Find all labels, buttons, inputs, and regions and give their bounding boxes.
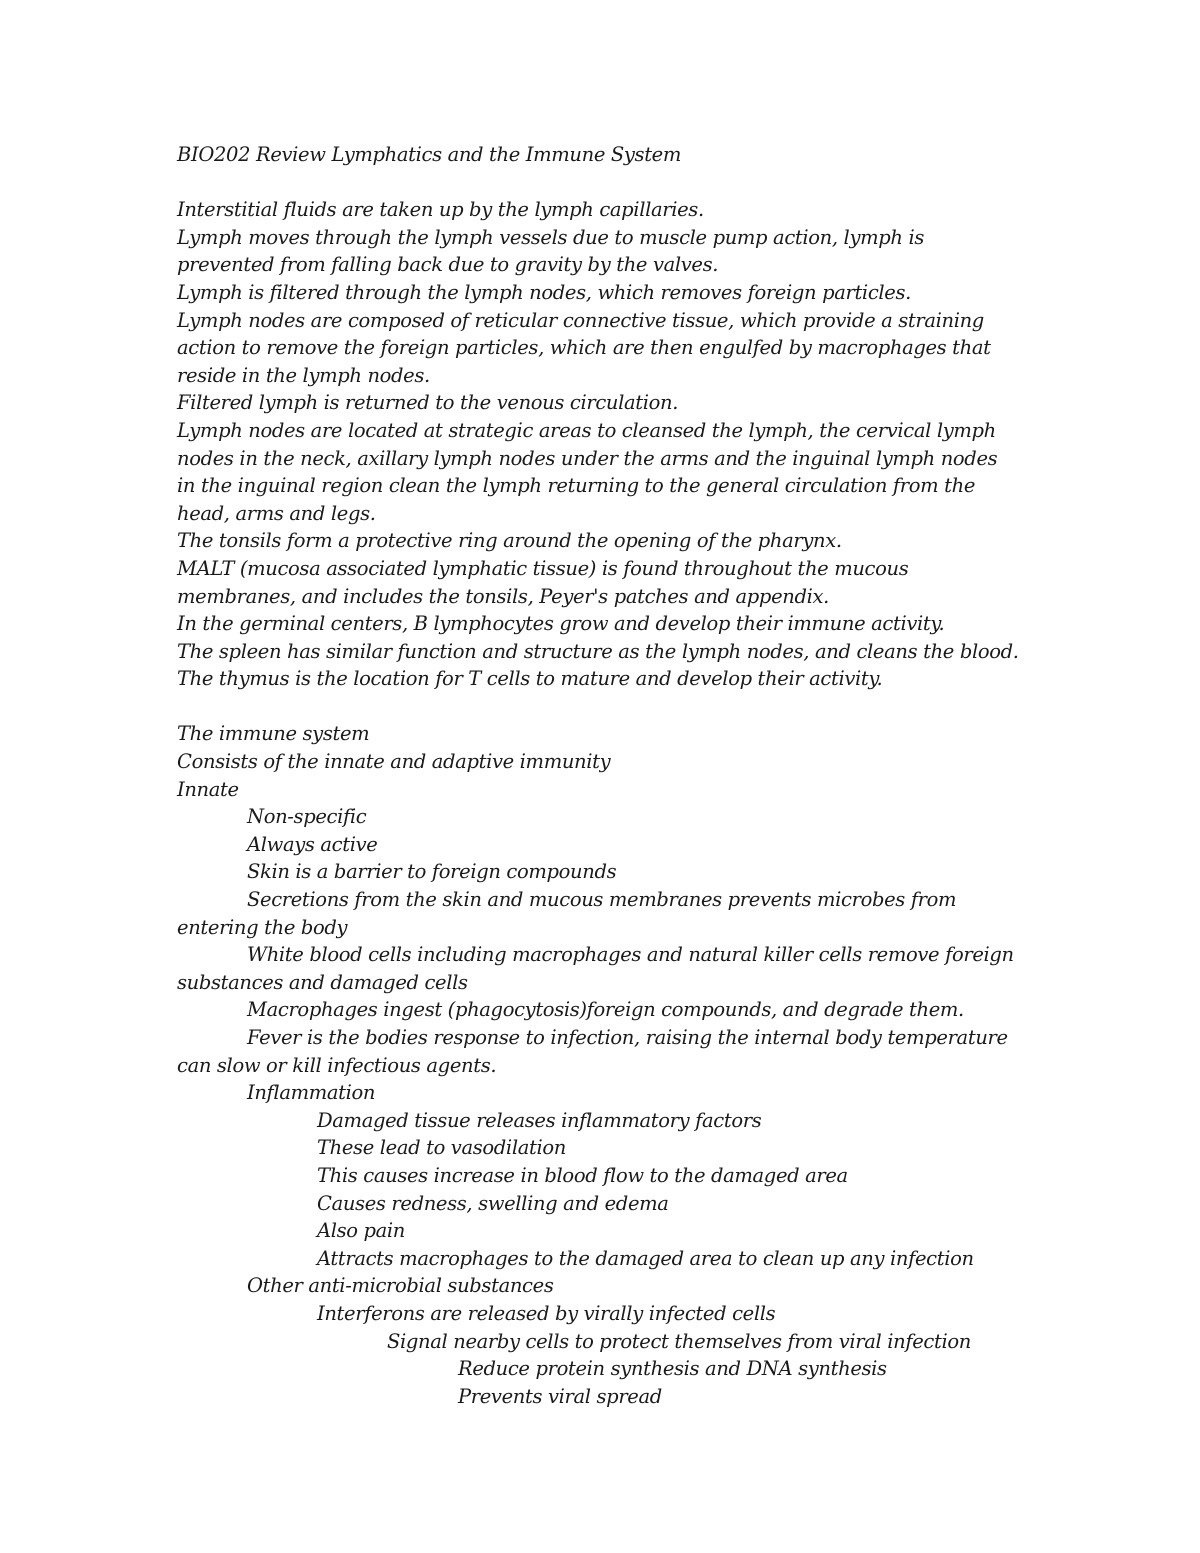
secretions-line: Secretions from the skin and mucous membranes prevents microbes from [247, 888, 957, 912]
immune-heading: The immune system [177, 722, 370, 746]
lymph-line: prevented from falling back due to gravity by the valves. [177, 253, 719, 277]
lymph-line: head, arms and legs. [177, 501, 376, 525]
innate-label: Innate [177, 777, 239, 801]
lymph-line: Interstitial fluids are taken up by the lymph capillaries. [177, 198, 704, 222]
document-title: BIO202 Review Lymphatics and the Immune System [177, 143, 682, 166]
inflammation-item: Damaged tissue releases inflammatory factors [317, 1108, 762, 1132]
signal-item: Prevents viral spread [458, 1384, 662, 1408]
lymph-line: in the inguinal region clean the lymph returning to the general circulation from the [177, 474, 976, 498]
interferons-line: Interferons are released by virally infected cells [317, 1301, 776, 1325]
wbc-line: White blood cells including macrophages and natural killer cells remove foreign [247, 943, 1014, 967]
blank-line [177, 169, 1057, 197]
lymph-line: The spleen has similar function and structure as the lymph nodes, and cleans the blood. [177, 639, 1019, 663]
inflammation-item: Also pain [317, 1219, 406, 1243]
lymph-line: Filtered lymph is returned to the venous circulation. [177, 391, 679, 415]
lymph-line: Lymph nodes are located at strategic areas to cleansed the lymph, the cervical lymph [177, 418, 996, 442]
lymph-line: Lymph moves through the lymph vessels due to muscle pump action, lymph is [177, 225, 924, 249]
inflammation-label: Inflammation [247, 1081, 376, 1105]
lymph-line: In the germinal centers, B lymphocytes grow and develop their immune activity. [177, 612, 945, 636]
signal-item: Reduce protein synthesis and DNA synthesis [458, 1357, 887, 1381]
secretions-line: entering the body [177, 915, 348, 939]
wbc-line: substances and damaged cells [177, 970, 468, 994]
lymph-line: Lymph nodes are composed of reticular connective tissue, which provide a straining [177, 308, 984, 332]
innate-item: Non-specific [247, 805, 367, 829]
lymph-line: reside in the lymph nodes. [177, 363, 430, 387]
antimicrobial-label: Other anti-microbial substances [247, 1274, 554, 1298]
inflammation-item: Causes redness, swelling and edema [317, 1191, 669, 1215]
fever-line: Fever is the bodies response to infection, raising the internal body temperature [247, 1026, 1008, 1049]
signal-line: Signal nearby cells to protect themselves from viral infection [387, 1329, 971, 1353]
innate-item: Always active [247, 832, 378, 856]
lymph-line: The thymus is the location for T cells to mature and develop their activity. [177, 667, 883, 691]
lymph-line: nodes in the neck, axillary lymph nodes under the arms and the inguinal lymph nodes [177, 446, 998, 470]
lymph-line: The tonsils form a protective ring around the opening of the pharynx. [177, 529, 842, 553]
lymph-line: MALT (mucosa associated lymphatic tissue) is found throughout the mucous [177, 556, 909, 580]
innate-item: Skin is a barrier to foreign compounds [247, 860, 617, 884]
fever-line: can slow or kill infectious agents. [177, 1053, 497, 1077]
inflammation-item: Attracts macrophages to the damaged area to clean up any infection [317, 1246, 974, 1270]
document-body [177, 141, 1057, 1410]
inflammation-item: This causes increase in blood flow to the damaged area [317, 1163, 848, 1187]
inflammation-item: These lead to vasodilation [317, 1136, 566, 1160]
immune-intro: Consists of the innate and adaptive immunity [177, 750, 611, 774]
macrophages-line: Macrophages ingest (phagocytosis)foreign compounds, and degrade them. [247, 998, 964, 1022]
lymph-line: membranes, and includes the tonsils, Peyer's patches and appendix. [177, 584, 829, 608]
lymph-line: Lymph is filtered through the lymph nodes, which removes foreign particles. [177, 280, 911, 304]
blank-line [177, 693, 1057, 721]
lymph-line: action to remove the foreign particles, which are then engulfed by macrophages that [177, 336, 991, 360]
